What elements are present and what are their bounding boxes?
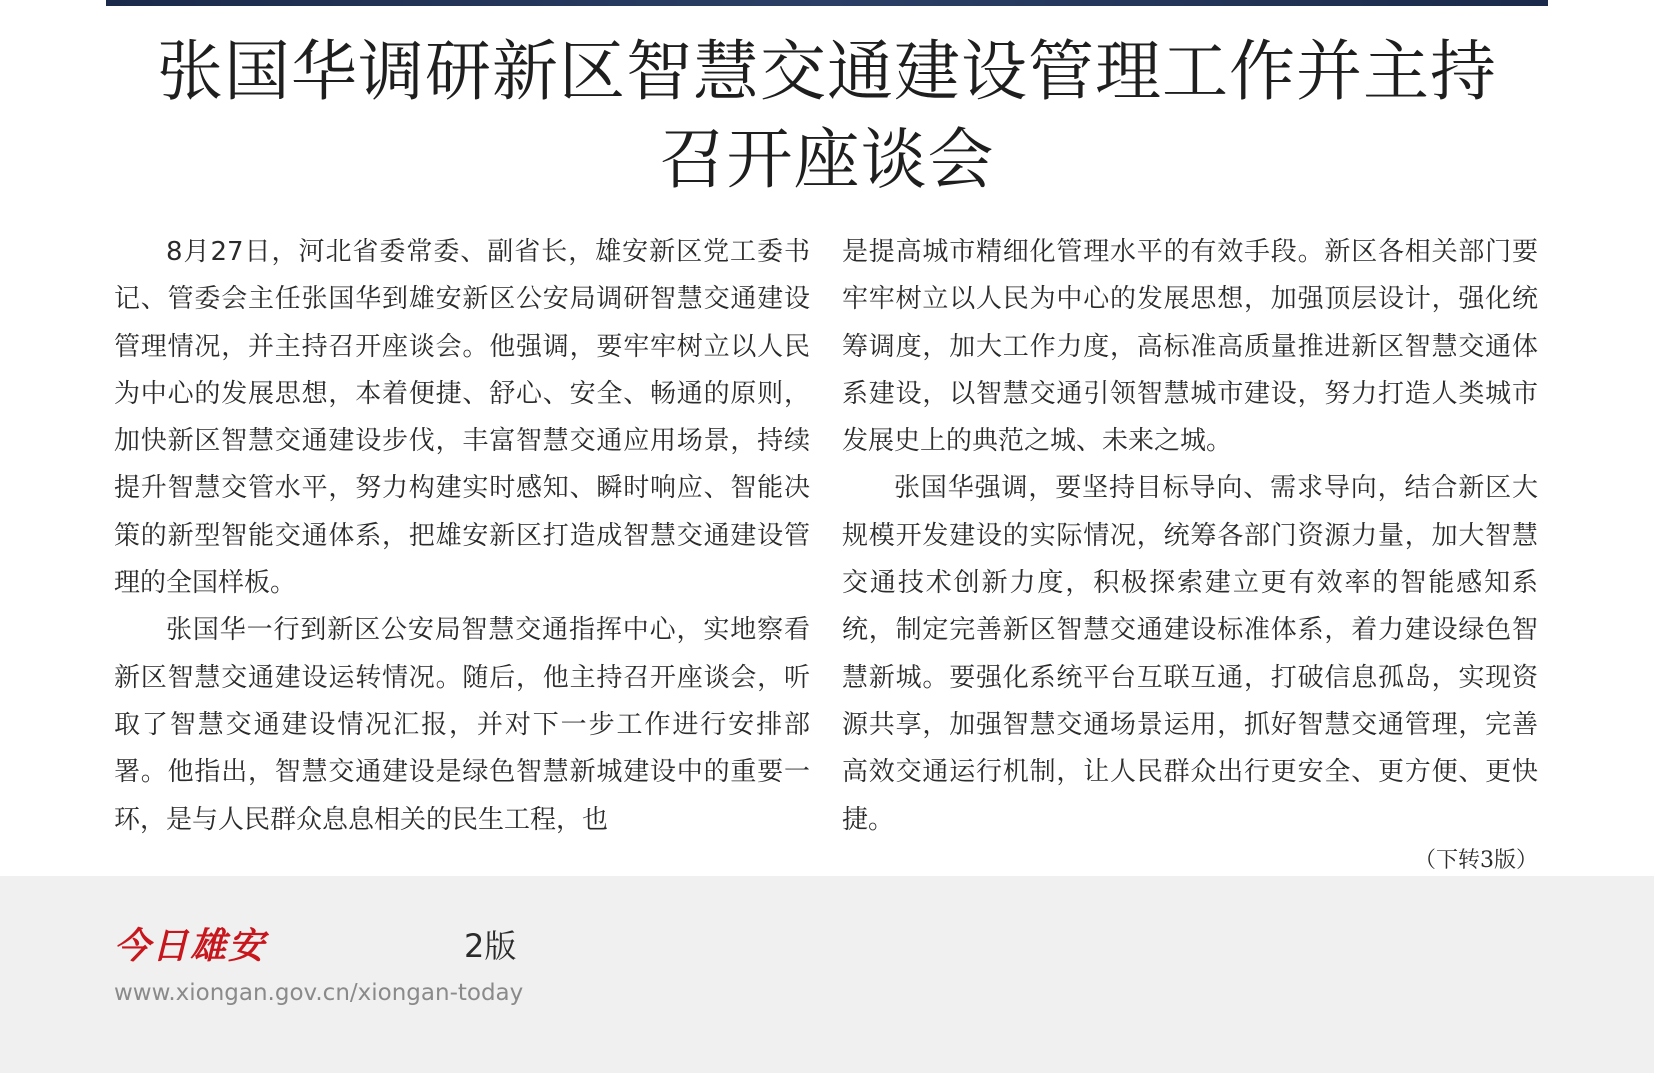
page-number: 2版	[464, 927, 517, 965]
paragraph-3: 张国华强调，要坚持目标导向、需求导向，结合新区大规模开发建设的实际情况，统筹各部门资源力量，加大智慧交通技术创新力度，积极探索建立更有效率的智能感知系统，制定完善新区智慧交通建设标准体系，着力建设绿色智慧新城。要强化系统平台互联互通，打破信息孤岛，实现资源共享，加强智慧交通场景运用，抓好智慧交通管理，完善高效交通运行机制，让人民群众出行更安全、更方便、更快捷。	[842, 473, 1538, 835]
right-column	[842, 229, 1538, 873]
paragraph-1: 8月27日，河北省委常委、副省长，雄安新区党工委书记、管委会主任张国华到雄安新区公安局调研智慧交通建设管理情况，并主持召开座谈会。他强调，要牢牢树立以人民为中心的发展思想，本着便捷、舒心、安全、畅通的原则，加快新区智慧交通建设步伐，丰富智慧交通应用场景，持续提升智慧交管水平，努力构建实时感知、瞬时响应、智能决策的新型智能交通体系，把雄安新区打造成智慧交通建设管理的全国样板。	[114, 237, 810, 599]
article-title	[106, 28, 1548, 204]
article-title-line-2: 召开座谈会	[659, 121, 995, 198]
paragraph-2-continued: 是提高城市精细化管理水平的有效手段。新区各相关部门要牢牢树立以人民为中心的发展思想，加强顶层设计，强化统筹调度，加大工作力度，高标准高质量推进新区智慧交通体系建设，以智慧交通引领智慧城市建设，努力打造人类城市发展史上的典范之城、未来之城。	[842, 237, 1538, 457]
continued-on-page-note: （下转3版）	[1414, 847, 1538, 873]
newspaper-logo: 今日雄安	[114, 925, 267, 967]
website-url[interactable]: www.xiongan.gov.cn/xiongan-today	[114, 980, 524, 1006]
article-title-line-1: 张国华调研新区智慧交通建设管理工作并主持	[157, 33, 1497, 110]
top-accent-bar	[106, 0, 1548, 6]
left-column	[114, 229, 810, 849]
article-body	[114, 229, 1538, 873]
paragraph-2: 张国华一行到新区公安局智慧交通指挥中心，实地察看新区智慧交通建设运转情况。随后，他主持召开座谈会，听取了智慧交通建设情况汇报，并对下一步工作进行安排部署。他指出，智慧交通建设是绿色智慧新城建设中的重要一环，是与人民群众息息相关的民生工程，也	[114, 615, 810, 835]
page-footer	[0, 876, 1654, 1073]
